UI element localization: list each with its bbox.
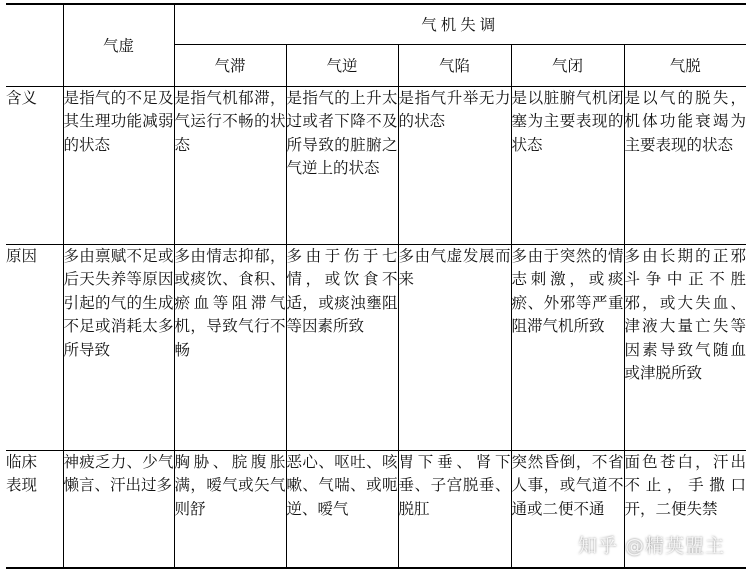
cell-hanyi-qixu: 是指气的不足及其生理功能减弱的状态 xyxy=(63,86,174,244)
cell-linchuang-qituo: 面色苍白，汗出不止，手撒口开，二便失禁 xyxy=(624,450,746,568)
cell-yuanyin-qini: 多由于伤于七情，或饮食不适，或痰浊壅阻等因素所致 xyxy=(286,244,398,450)
cell-linchuang-qixu: 神疲乏力、少气懒言、汗出过多 xyxy=(63,450,174,568)
zhihu-watermark: 知乎 @精英盟主 xyxy=(578,535,726,557)
header-qizhi: 气滞 xyxy=(174,44,286,86)
header-qituo: 气脱 xyxy=(624,44,746,86)
header-qini: 气逆 xyxy=(286,44,398,86)
row-label-linchuang-text: 临床表现 xyxy=(6,452,38,494)
table-row xyxy=(6,244,746,450)
cell-linchuang-qixian: 胃下垂、肾下垂、子宫脱垂、脱肛 xyxy=(398,450,511,568)
cell-hanyi-qizhi: 是指气机郁滞，气运行不畅的状态 xyxy=(174,86,286,244)
header-qixian: 气陷 xyxy=(398,44,511,86)
cell-hanyi-qini: 是指气的上升太过或者下降不及所导致的脏腑之气逆上的状态 xyxy=(286,86,398,244)
header-qiji-shitiao: 气机失调 xyxy=(174,4,746,44)
row-label-linchuang xyxy=(6,450,63,568)
row-label-hanyi: 含义 xyxy=(6,86,63,244)
cell-yuanyin-qizhi: 多由情志抑郁，或痰饮、食积、瘀血等阻滞气机，导致气行不畅 xyxy=(174,244,286,450)
header-qixu: 气虚 xyxy=(63,4,174,86)
cell-linchuang-qizhi: 胸胁、脘腹胀满，嗳气或矢气则舒 xyxy=(174,450,286,568)
header-qibi: 气闭 xyxy=(511,44,624,86)
cell-hanyi-qituo: 是以气的脱失，机体功能衰竭为主要表现的状态 xyxy=(624,86,746,244)
comparison-table xyxy=(6,3,746,569)
cell-hanyi-qibi: 是以脏腑气机闭塞为主要表现的状态 xyxy=(511,86,624,244)
cell-yuanyin-qituo: 多由长期的正邪斗争中正不胜邪，或大失血、津液大量亡失等因素导致气随血或津脱所致 xyxy=(624,244,746,450)
row-label-yuanyin: 原因 xyxy=(6,244,63,450)
corner-cell xyxy=(6,4,63,86)
table-row xyxy=(6,86,746,244)
cell-linchuang-qibi: 突然昏倒，不省人事，或气道不通或二便不通 xyxy=(511,450,624,568)
cell-hanyi-qixian: 是指气升举无力的状态 xyxy=(398,86,511,244)
cell-linchuang-qini: 恶心、呕吐、咳嗽、气喘、或呃逆、嗳气 xyxy=(286,450,398,568)
cell-yuanyin-qibi: 多由于突然的情志刺激，或痰瘀、外邪等严重阻滞气机所致 xyxy=(511,244,624,450)
cell-yuanyin-qixian: 多由气虚发展而来 xyxy=(398,244,511,450)
cell-yuanyin-qixu: 多由禀赋不足或后天失养等原因引起的气的生成不足或消耗太多所导致 xyxy=(63,244,174,450)
